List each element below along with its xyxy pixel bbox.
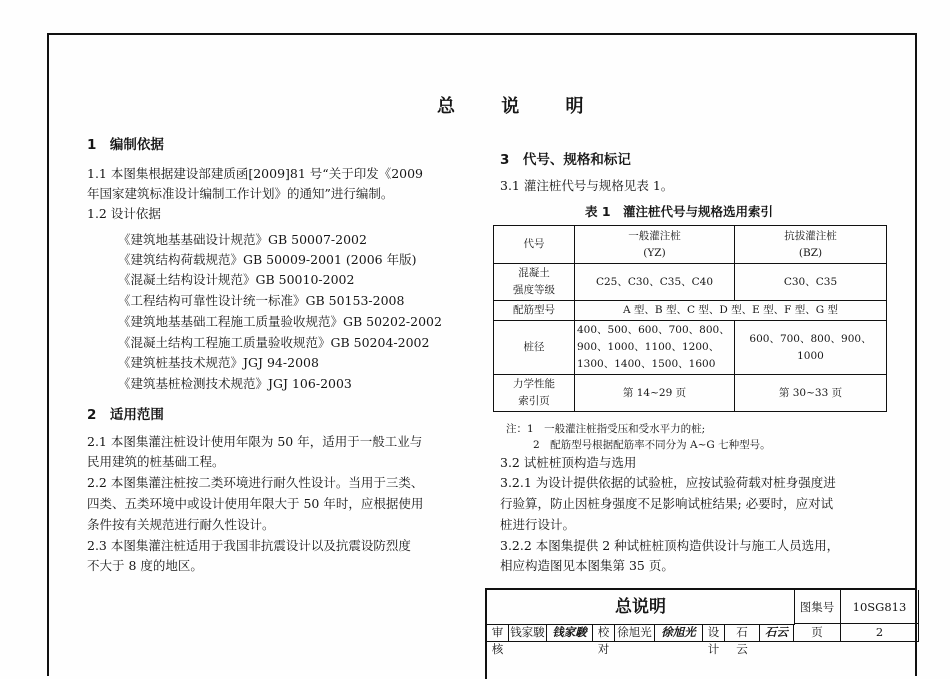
- table-header-yz-code: (YZ): [643, 246, 666, 259]
- section-3-line: 3.2 试桩桩顶构造与选用: [500, 455, 637, 470]
- section-2-line: 条件按有关规范进行耐久性设计。: [87, 517, 275, 532]
- standard-item: 《工程结构可靠性设计统一标准》GB 50153-2008: [118, 293, 405, 308]
- check-label: 校对: [593, 624, 615, 642]
- designer-signature: 石云: [760, 624, 794, 642]
- table-cell: 600、700、800、900、1000: [735, 321, 887, 375]
- table-row: [494, 375, 887, 412]
- table-label-line: 强度等级: [513, 284, 555, 296]
- section-3-line: 3.2.1 为设计提供依据的试验桩，应按试验荷载对桩身强度进: [500, 475, 836, 490]
- table-label-line: 力学性能: [513, 378, 555, 390]
- title-block: [485, 588, 917, 679]
- page-title: 总 说 明: [437, 96, 604, 117]
- table-cell-label: 配筋型号: [494, 301, 575, 321]
- pile-index-table: [493, 225, 887, 412]
- table-row: [494, 264, 887, 301]
- standard-item: 《混凝土结构工程施工质量验收规范》GB 50204-2002: [118, 335, 430, 350]
- section-2-line: 不大于 8 度的地区。: [87, 558, 203, 573]
- table-cell-label: [494, 375, 575, 412]
- table-row: [494, 321, 887, 375]
- table-header-code: 代号: [494, 226, 575, 264]
- section-2-line: 2.2 本图集灌注桩按二类环境进行耐久性设计。当用于三类、: [87, 475, 424, 490]
- table-cell-label: [494, 264, 575, 301]
- reviewer-signature: 钱家駿: [547, 624, 593, 642]
- table-cell-line: 900、1000、1100、1200、: [577, 341, 720, 353]
- table-cell-label: 桩径: [494, 321, 575, 375]
- section-2-line: 2.3 本图集灌注桩适用于我国非抗震设计以及抗震设防烈度: [87, 538, 411, 553]
- section-3-line: 3.2.2 本图集提供 2 种试桩桩顶构造供设计与施工人员选用，: [500, 538, 840, 553]
- para-1-1-line-1: 1.1 本图集根据建设部建质函[2009]81 号“关于印发《2009: [87, 166, 423, 181]
- table-row: [494, 301, 887, 321]
- section-2-line: 四类、五类环境中或设计使用年限大于 50 年时，应根据使用: [87, 496, 424, 511]
- standard-item: 《建筑地基基础设计规范》GB 50007-2002: [118, 232, 367, 247]
- table-header-bz-name: 抗拔灌注桩: [784, 229, 837, 242]
- checker-signature: 徐旭光: [655, 624, 703, 642]
- atlas-label: 图集号: [794, 590, 841, 624]
- para-1-2: 1.2 设计依据: [87, 206, 161, 221]
- section-3-line: 相应构造图见本图集第 35 页。: [500, 558, 674, 573]
- standard-item: 《建筑基桩检测技术规范》JGJ 106-2003: [118, 376, 352, 391]
- table-row: [494, 226, 887, 264]
- table-cell: 第 30~33 页: [735, 375, 887, 412]
- table-label-line: 混凝土: [518, 267, 550, 279]
- standard-item: 《混凝土结构设计规范》GB 50010-2002: [118, 272, 355, 287]
- table-cell-line: 1300、1400、1500、1600: [577, 358, 716, 370]
- table-header-yz: [575, 226, 735, 264]
- title-block-name: 总说明: [487, 590, 795, 625]
- atlas-number: 10SG813: [841, 590, 919, 624]
- reviewer-name: 钱家駿: [509, 624, 547, 642]
- table-note-1: 注：1 一般灌注桩指受压和受水平力的桩;: [506, 423, 706, 435]
- review-label: 审核: [487, 624, 509, 642]
- table-cell: C30、C35: [735, 264, 887, 301]
- section-2-line: 2.1 本图集灌注桩设计使用年限为 50 年，适用于一般工业与: [87, 434, 423, 449]
- table-note-2: 2 配筋型号根据配筋率不同分为 A~G 七种型号。: [533, 439, 771, 451]
- table-cell-line: 400、500、600、700、800、: [577, 324, 730, 336]
- table-label-line: 索引页: [518, 395, 550, 407]
- page-number: 2: [841, 624, 919, 642]
- checker-name: 徐旭光: [615, 624, 655, 642]
- page-label: 页: [794, 624, 841, 642]
- table-cell: [575, 321, 735, 375]
- design-label: 设计: [703, 624, 725, 642]
- table-header-bz: [735, 226, 887, 264]
- table-header-yz-name: 一般灌注桩: [628, 229, 681, 242]
- table-cell: 第 14~29 页: [575, 375, 735, 412]
- designer-name: 石 云: [725, 624, 760, 642]
- standard-item: 《建筑桩基技术规范》JGJ 94-2008: [118, 355, 319, 370]
- table-caption: 表 1 灌注桩代号与规格选用索引: [585, 204, 774, 219]
- para-1-1-line-2: 年国家建筑标准设计编制工作计划》的通知”进行编制。: [87, 186, 394, 201]
- para-3-1: 3.1 灌注桩代号与规格见表 1。: [500, 178, 674, 193]
- section-3-heading: 3 代号、规格和标记: [500, 152, 631, 168]
- section-3-line: 行验算，防止因桩身强度不足影响试桩结果; 必要时，应对试: [500, 496, 834, 511]
- table-header-bz-code: (BZ): [798, 246, 823, 259]
- standard-item: 《建筑结构荷载规范》GB 50009-2001 (2006 年版): [118, 252, 417, 267]
- section-2-heading: 2 适用范围: [87, 407, 164, 423]
- section-1-heading: 1 编制依据: [87, 137, 164, 153]
- table-cell: A 型、B 型、C 型、D 型、E 型、F 型、G 型: [575, 301, 887, 321]
- standard-item: 《建筑地基基础工程施工质量验收规范》GB 50202-2002: [118, 314, 442, 329]
- section-2-line: 民用建筑的桩基础工程。: [87, 454, 225, 469]
- section-3-line: 桩进行设计。: [500, 517, 576, 532]
- table-cell: C25、C30、C35、C40: [575, 264, 735, 301]
